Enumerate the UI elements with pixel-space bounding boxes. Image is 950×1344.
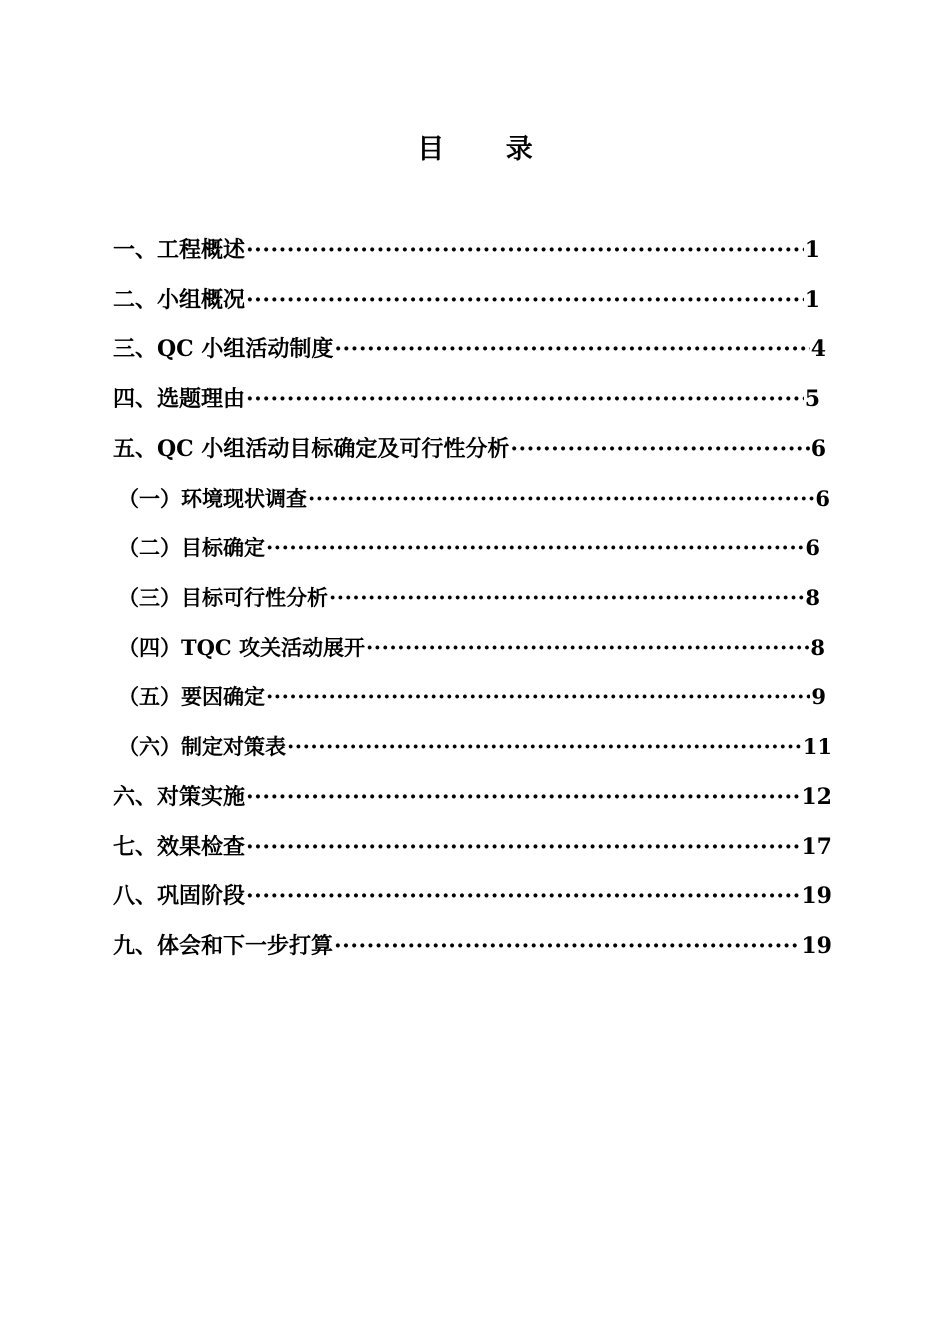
toc-dot-leader (308, 479, 814, 519)
toc-dot-leader (246, 379, 804, 419)
toc-entry-label: （六）制定对策表 (118, 734, 286, 759)
toc-entry[interactable] (118, 578, 820, 618)
toc-dot-leader (246, 230, 804, 270)
toc-entry-label: 六、对策实施 (113, 784, 246, 810)
toc-entry-page: 1 (804, 287, 820, 313)
toc-entry[interactable] (113, 876, 832, 916)
toc-entry[interactable] (118, 628, 825, 668)
toc-entry-label: 二、小组概况 (113, 287, 246, 313)
toc-entry[interactable] (113, 827, 832, 867)
toc-dot-leader (510, 429, 809, 469)
page-title: 目 录 (417, 134, 559, 165)
toc-entry-label: 七、效果检查 (113, 834, 246, 860)
toc-entry-page: 9 (811, 684, 826, 709)
toc-entry-page: 4 (810, 336, 826, 362)
toc-dot-leader (246, 280, 804, 320)
toc-dot-leader (246, 777, 800, 817)
toc-entry[interactable] (113, 230, 820, 270)
toc-dot-leader (246, 876, 800, 916)
toc-entry-label: （三）目标可行性分析 (118, 585, 328, 610)
toc-entry-page: 12 (801, 784, 832, 810)
toc-entry-label: （五）要因确定 (118, 684, 265, 709)
toc-entry[interactable] (118, 479, 830, 519)
toc-entry-page: 17 (801, 834, 832, 860)
toc-entry[interactable] (118, 528, 820, 568)
toc-dot-leader (266, 528, 804, 568)
toc-entry-page: 8 (810, 635, 825, 660)
toc-entry-label: （二）目标确定 (118, 535, 265, 560)
toc-dot-leader (366, 628, 809, 668)
toc-entry-label: （一）环境现状调查 (118, 486, 307, 511)
toc-entry-page: 5 (804, 386, 820, 412)
toc-entry[interactable] (118, 727, 832, 767)
toc-entry-page: 19 (801, 883, 832, 909)
toc-entry-label: 五、QC 小组活动目标确定及可行性分析 (113, 436, 510, 462)
toc-entry[interactable] (113, 926, 832, 966)
toc-entry-label: 四、选题理由 (113, 386, 246, 412)
toc-entry-label: 三、QC 小组活动制度 (113, 336, 334, 362)
toc-entry-page: 6 (805, 535, 820, 560)
toc-entry[interactable] (113, 429, 826, 469)
toc-entry[interactable] (113, 777, 832, 817)
toc-entry-page: 11 (802, 734, 832, 759)
toc-dot-leader (266, 677, 810, 717)
toc-dot-leader (287, 727, 802, 767)
toc-entry-page: 8 (805, 585, 820, 610)
toc-entry[interactable] (113, 329, 826, 369)
toc-entry-label: （四）TQC 攻关活动展开 (118, 635, 365, 660)
toc-entry-page: 1 (804, 237, 820, 263)
toc-dot-leader (246, 827, 800, 867)
toc-dot-leader (334, 329, 809, 369)
toc-entry-page: 6 (815, 486, 830, 511)
toc-entry[interactable] (113, 379, 820, 419)
toc-entry[interactable] (113, 280, 820, 320)
toc-entry-label: 一、工程概述 (113, 237, 246, 263)
toc-entry-page: 19 (801, 933, 832, 959)
toc-dot-leader (334, 926, 800, 966)
toc-entry-page: 6 (810, 436, 826, 462)
toc-entry-label: 九、体会和下一步打算 (113, 933, 334, 959)
toc-entry-label: 八、巩固阶段 (113, 883, 246, 909)
toc-entry[interactable] (118, 677, 826, 717)
toc-dot-leader (329, 578, 804, 618)
